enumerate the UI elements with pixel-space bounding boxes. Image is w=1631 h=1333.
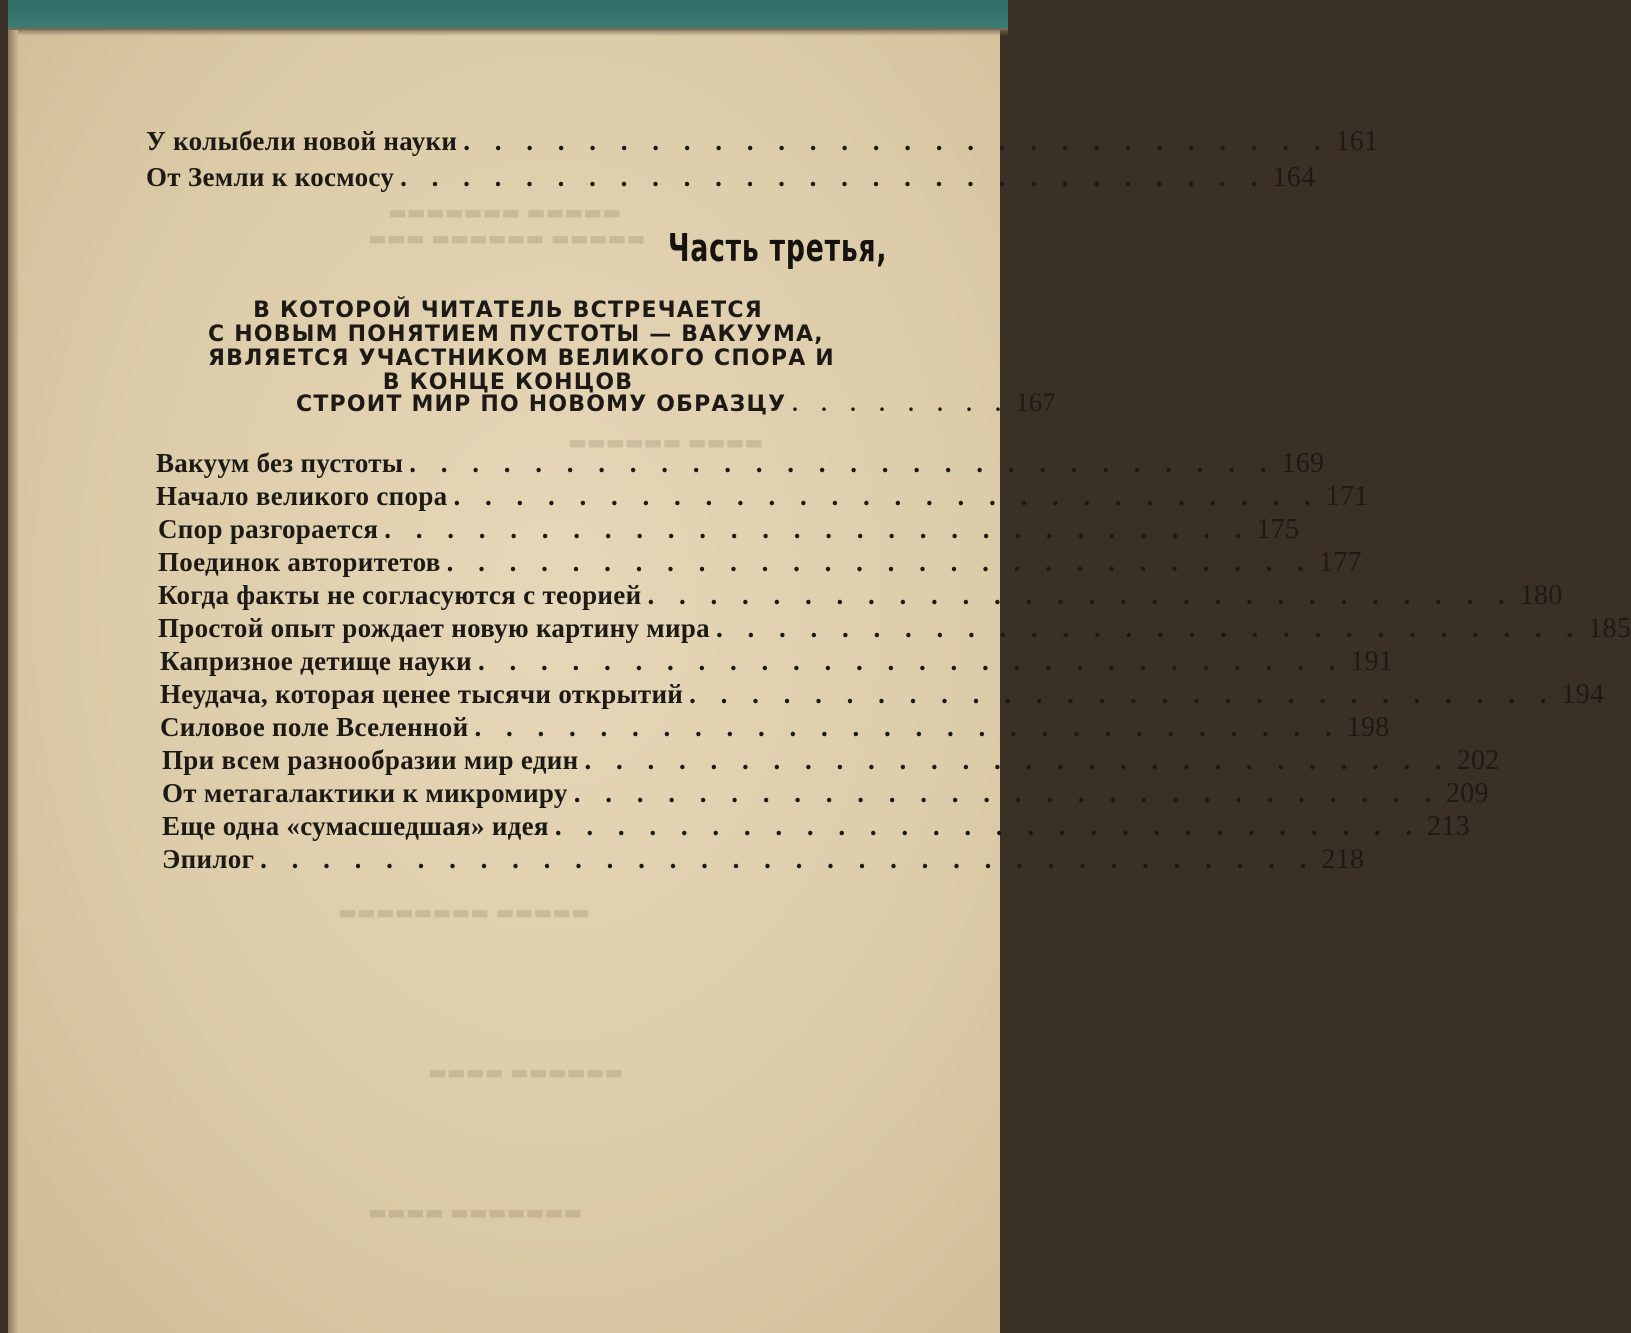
dot-leader: . . . . . . . . . . . . . . . . . . . . . . . . . . . . <box>384 514 1251 544</box>
toc-entry-page: 180 <box>1519 580 1563 611</box>
dot-leader: . . . . . . . . . . . . . . . . . . . . . . . . . . . . <box>474 712 1341 742</box>
toc-entry-page: 191 <box>1350 646 1394 677</box>
part-description-line: В КОТОРОЙ ЧИТАТЕЛЬ ВСТРЕЧАЕТСЯ <box>253 298 763 323</box>
toc-entry-page: 161 <box>1335 126 1379 157</box>
toc-entry[interactable] <box>158 613 1631 645</box>
dot-leader: . . . . . . . . . . . . . . . . . . . . . . . . . . . . . . . . . . <box>260 844 1316 874</box>
page-binding-edge <box>8 30 18 1333</box>
dot-leader: . . . . . . . . . . . . . . . . . . . . . . . . . . . . <box>554 811 1422 841</box>
toc-entry[interactable] <box>146 162 1316 194</box>
dot-leader: . . . . . . . . . . . . . . . . . . . . . . . . . . . . <box>584 745 1451 775</box>
toc-entry[interactable] <box>160 646 1394 678</box>
toc-entry[interactable] <box>160 712 1390 744</box>
toc-entry[interactable] <box>156 481 1369 513</box>
toc-entry-title: От Земли к космосу <box>146 162 395 192</box>
toc-entry-title: Еще одна «сумасшедшая» идея <box>162 811 549 841</box>
toc-entry-title: Простой опыт рождает новую картину мира <box>158 613 710 643</box>
toc-entry[interactable] <box>156 448 1325 480</box>
toc-entry-title: У колыбели новой науки <box>146 126 458 156</box>
show-through-text: ▬▬▬▬ ▬▬▬▬▬▬ <box>568 430 764 454</box>
toc-entry-page: 164 <box>1272 162 1316 193</box>
toc-entry-page: 185 <box>1588 613 1631 644</box>
toc-entry-page: 177 <box>1318 547 1362 578</box>
dot-leader: . . . . . . . . . . . . . . . . . . . . . . . . . . . . <box>453 481 1320 511</box>
dot-leader: . . . . . . . . . . . . . . . . . . . . . . . . . . . . <box>400 162 1267 192</box>
toc-entry[interactable] <box>158 580 1563 612</box>
toc-entry-page: 169 <box>1281 448 1325 479</box>
toc-entry[interactable] <box>162 811 1470 843</box>
toc-entry-title: Начало великого спора <box>156 481 448 511</box>
toc-entry-part[interactable] <box>296 388 1056 418</box>
book-page <box>8 0 1631 1333</box>
part-description-line: В КОНЦЕ КОНЦОВ <box>382 370 634 395</box>
toc-entry-page: 213 <box>1427 811 1470 842</box>
show-through-text: ▬▬▬▬▬ ▬▬▬▬▬▬▬▬ <box>338 900 591 924</box>
toc-entry-title: Когда факты не согласуются с теорией <box>158 580 642 610</box>
toc-entry-title: От метагалактики к микромиру <box>162 778 568 808</box>
dot-leader: . . . . . . . . . . . . . . . . . . . . . . . . . . . . <box>573 778 1440 808</box>
show-through-text: ▬▬▬▬▬ ▬▬▬▬▬▬▬ <box>388 200 622 224</box>
dot-leader: . . . . . . . . . . . . . . . . . . . . . . . . . . . . <box>478 646 1345 676</box>
toc-entry[interactable] <box>146 126 1379 158</box>
toc-entry-page: 218 <box>1321 844 1365 875</box>
part-description-line: ЯВЛЯЕТСЯ УЧАСТНИКОМ ВЕЛИКОГО СПОРА И <box>208 346 835 371</box>
show-through-text: ▬▬▬▬▬▬ ▬▬▬▬ <box>428 1060 624 1084</box>
toc-entry-title: Спор разгорается <box>158 514 379 544</box>
part-description-line: С НОВЫМ ПОНЯТИЕМ ПУСТОТЫ — ВАКУУМА, <box>208 322 824 347</box>
part-description-line: СТРОИТ МИР ПО НОВОМУ ОБРАЗЦУ <box>296 392 787 417</box>
show-through-text: ▬▬▬▬▬ ▬▬▬▬▬▬ ▬▬▬ <box>368 226 646 250</box>
toc-entry-page: 167 <box>1015 388 1056 417</box>
toc-entry-title: Вакуум без пустоты <box>156 448 404 478</box>
toc-entry-page: 194 <box>1561 679 1605 710</box>
toc-entry-page: 175 <box>1256 514 1300 545</box>
toc-entry-title: Капризное детище науки <box>160 646 473 676</box>
toc-entry-page: 209 <box>1445 778 1489 809</box>
toc-entry-title: При всем разнообразии мир един <box>162 745 579 775</box>
toc-entry[interactable] <box>158 514 1300 546</box>
toc-entry-title: Поединок авторитетов <box>158 547 441 577</box>
dot-leader: . . . . . . . . . . . . . . . . . . . . . . . . . . . . <box>446 547 1313 577</box>
toc-entry[interactable] <box>158 547 1362 579</box>
dot-leader: . . . . . . . . . . . . . . . . . . . . . . . . . . . . <box>647 580 1514 610</box>
dot-leader: . . . . . . . . <box>792 391 1010 416</box>
toc-entry[interactable] <box>162 844 1365 876</box>
toc-entry-page: 198 <box>1346 712 1390 743</box>
part-heading: Часть третья, <box>668 226 888 270</box>
show-through-text: ▬▬▬▬▬▬▬ ▬▬▬▬ <box>368 1200 583 1224</box>
toc-entry[interactable] <box>160 679 1605 711</box>
toc-entry-title: Эпилог <box>162 844 255 874</box>
toc-entry-title: Силовое поле Вселенной <box>160 712 469 742</box>
toc-entry-page: 202 <box>1456 745 1500 776</box>
dot-leader: . . . . . . . . . . . . . . . . . . . . . . . . . . . . <box>715 613 1583 643</box>
dot-leader: . . . . . . . . . . . . . . . . . . . . . . . . . . . . <box>689 679 1556 709</box>
dot-leader: . . . . . . . . . . . . . . . . . . . . . . . . . . . . <box>463 126 1330 156</box>
dot-leader: . . . . . . . . . . . . . . . . . . . . . . . . . . . . <box>409 448 1276 478</box>
book-cover-edge <box>8 0 1008 30</box>
toc-entry-page: 171 <box>1325 481 1369 512</box>
toc-entry-title: Неудача, которая ценее тысячи открытий <box>160 679 684 709</box>
toc-entry[interactable] <box>162 778 1489 810</box>
toc-entry[interactable] <box>162 745 1500 777</box>
